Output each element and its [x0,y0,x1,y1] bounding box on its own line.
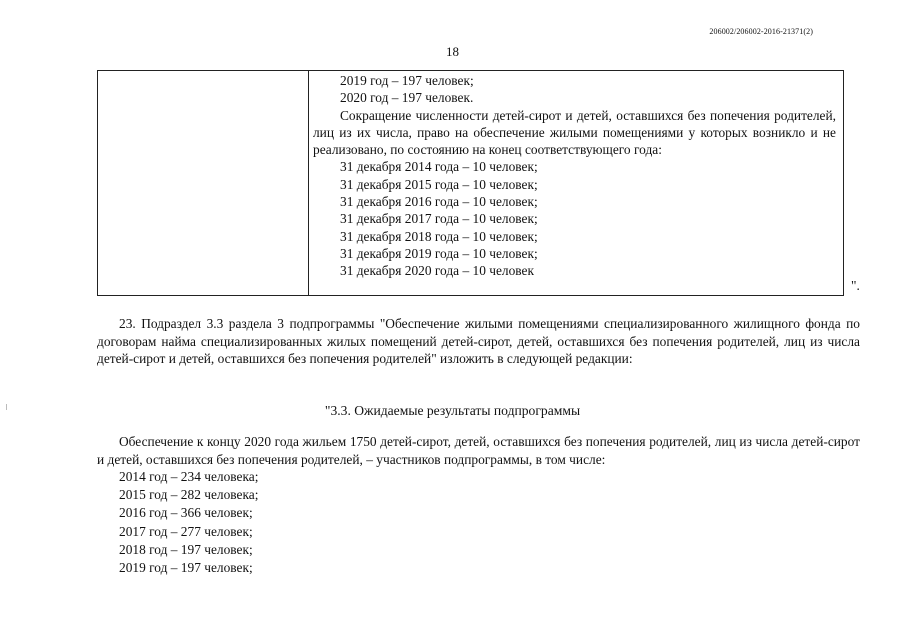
closing-quote: ". [851,278,860,293]
paragraph-23: 23. Подраздел 3.3 раздела 3 подпрограммы "Обеспечение жилыми помещениями специализированного жилищного фонда по договорам найма специализированных жилых помещений детей-сирот, детей, оставшихся без попечения родителей, лиц из числа детей-сирот и детей, оставшихся без попечения родителей" изложить в следующей редакции: [97,316,860,367]
table-date-line: 31 декабря 2020 года – 10 человек [340,263,534,279]
section-heading: "3.3. Ожидаемые результаты подпрограммы [324,403,581,418]
years-list [119,468,258,577]
table-reduction-text: Сокращение численности детей-сирот и детей, оставшихся без попечения родителей, лиц из их числа, право на обеспечение жилыми помещениями у которых возникло и не реализовано, по состоянию на конец соответствующего года: [313,107,836,158]
table-line-2019: 2019 год – 197 человек; [340,73,474,88]
table-date-line: 31 декабря 2014 года – 10 человек; [340,159,538,175]
table-date-line: 31 декабря 2016 года – 10 человек; [340,194,538,210]
page-number: 18 [446,44,459,59]
table-date-line: 31 декабря 2018 года – 10 человек; [340,228,538,244]
table-line-2020: 2020 год – 197 человек. [340,90,474,106]
paragraph-expected-results: Обеспечение к концу 2020 года жильем 1750 детей-сирот, детей, оставшихся без попечения родителей, лиц из числа детей-сирот и детей, оставшихся без попечения родителей, – участников подпрограммы, в том числе: [97,434,860,467]
list-item: 2017 год – 277 человек; [119,523,253,539]
table-date-line: 31 декабря 2019 года – 10 человек; [340,245,538,261]
table-date-line: 31 декабря 2017 года – 10 человек; [340,211,538,227]
document-id: 206002/206002-2016-21371(2) [709,27,813,36]
table-right-cell [313,72,836,280]
list-item: 2016 год – 366 человек; [119,505,253,521]
scan-margin-mark [6,404,7,410]
list-item: 2015 год – 282 человека; [119,487,259,503]
list-item: 2018 год – 197 человек; [119,541,253,557]
table-date-line: 31 декабря 2015 года – 10 человек; [340,176,538,192]
list-item: 2019 год – 197 человек; [119,560,253,576]
list-item: 2014 год – 234 человека; [119,469,259,484]
table-column-divider [308,70,309,296]
